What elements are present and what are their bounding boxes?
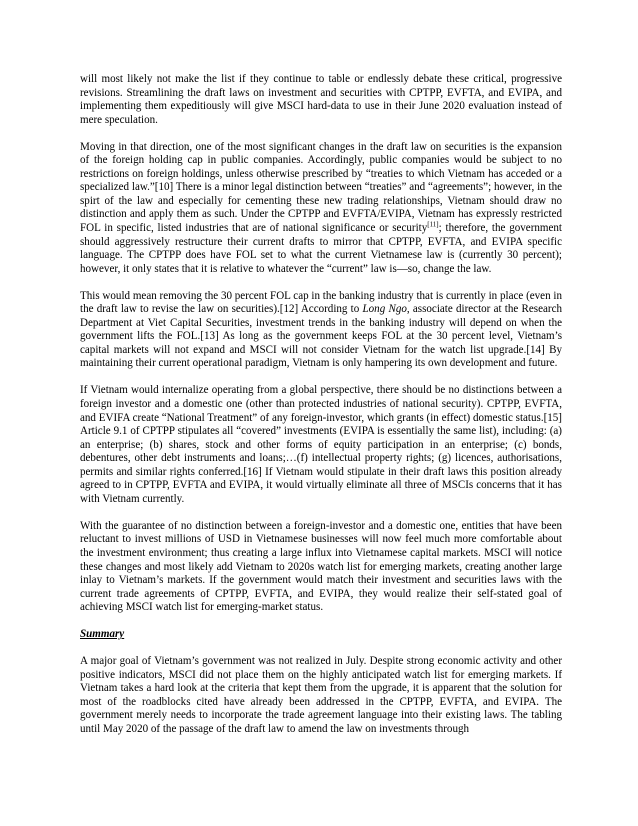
footnote-ref-11: [11]	[427, 220, 439, 229]
paragraph-2	[80, 141, 562, 276]
paragraph-3	[80, 290, 562, 371]
summary-paragraph: A major goal of Vietnam’s government was not realized in July. Despite strong economic activity and other positive indicators, MSCI did not place them on the highly anticipated watch list for emerging markets. If Vietnam takes a hard look at the criteria that kept them from the upgrade, it is apparent that the solution for most of the roadblocks cited have already been addressed in the CPTPP, EVFTA, and EVIPA. The government merely needs to incorporate the trade agreement language into their existing laws. The tabling until May 2020 of the passage of the draft law to amend the law on investments through	[80, 655, 562, 735]
paragraph-2-text-a: Moving in that direction, one of the most significant changes in the draft law on securities is the expansion of the foreign holding cap in public companies. Accordingly, public companies would be subject to no restrictions on foreign holdings, unless otherwise prescribed by “treaties to which Vietnam has acceded or a specialized law.”[10] There is a minor legal distinction between “treaties” and “agreements”; however, in the spirt of the law and especially for cementing these new trading relationships, Vietnam should draw no distinction and apply them as such. Under the CPTPP and EVFTA/EVIPA, Vietnam has expressly restricted FOL in specific, listed industries that are of national significance or security	[80, 140, 562, 234]
document-page	[80, 73, 562, 737]
paragraph-1: will most likely not make the list if they continue to table or endlessly debate these critical, progressive revisions. Streamlining the draft laws on investment and securities with CPTPP, EVFTA, and EVIPA, and implementing them expeditiously will give MSCI hard-data to use in their June 2020 evaluation instead of mere speculation.	[80, 73, 562, 126]
paragraph-3-text-a: This would mean removing the 30 percent FOL cap in the banking industry that is currently in place (even in the draft law to revise the law on securities).[12] According to	[80, 289, 562, 316]
paragraph-5: With the guarantee of no distinction between a foreign-investor and a domestic one, entities that have been reluctant to invest millions of USD in Vietnamese businesses will now feel much more comfortable about the investment environment; thus creating a large influx into Vietnamese capital markets. MSCI will notice these changes and most likely add Vietnam to 2020s watch list for emerging markets, creating another large inlay to Vietnam’s markets. If the government would match their investment and securities laws with the current trade agreements of CPTPP, EVFTA, and EVIPA, they would realize their self-stated goal of achieving MSCI watch list for emerging-market status.	[80, 519, 562, 614]
summary-heading: Summary	[80, 628, 125, 641]
person-name-long-ngo: Long Ngo	[362, 303, 407, 316]
paragraph-4: If Vietnam would internalize operating from a global perspective, there should be no distinctions between a foreign investor and a domestic one (other than protected industries of national security). CPTPP, EVFTA, and EVIFA create “National Treatment” of any foreign-investor, which grants (in effect) domestic status.[15] Article 9.1 of CPTPP stipulates all “covered” investments (EVIPA is essentially the same list), including: (a) an enterprise; (b) shares, stock and other forms of equity participation in an enterprise; (c) bonds, debentures, other debt instruments and loans;…(f) intellectual property rights; (g) licences, authorisations, permits and similar rights conferred.[16] If Vietnam would stipulate in their draft laws this position already agreed to in CPTPP, EVFTA and EVIPA, it would virtually eliminate all three of MSCIs concerns that it has with Vietnam currently.	[80, 384, 562, 505]
paragraph-2-text-b: ; therefore, the government should aggressively restructure their current drafts to mirror that CPTPP, EVFTA, and EVIPA specific language. The CPTPP does have FOL set to what the current Vietnamese law is (currently 30 percent); however, it only states that it is relative to whatever the “current” law is—so, change the law.	[80, 221, 562, 275]
paragraph-3-text-b: , associate director at the Research Department at Viet Capital Securities, investment trends in the banking industry will depend on when the government lifts the FOL.[13] As long as the government keeps FOL at the 30 percent level, Vietnam’s capital markets will not expand and MSCI will not consider Vietnam for the watch list upgrade.[14] By maintaining their current operational paradigm, Vietnam is only hampering its own development and future.	[80, 303, 562, 370]
